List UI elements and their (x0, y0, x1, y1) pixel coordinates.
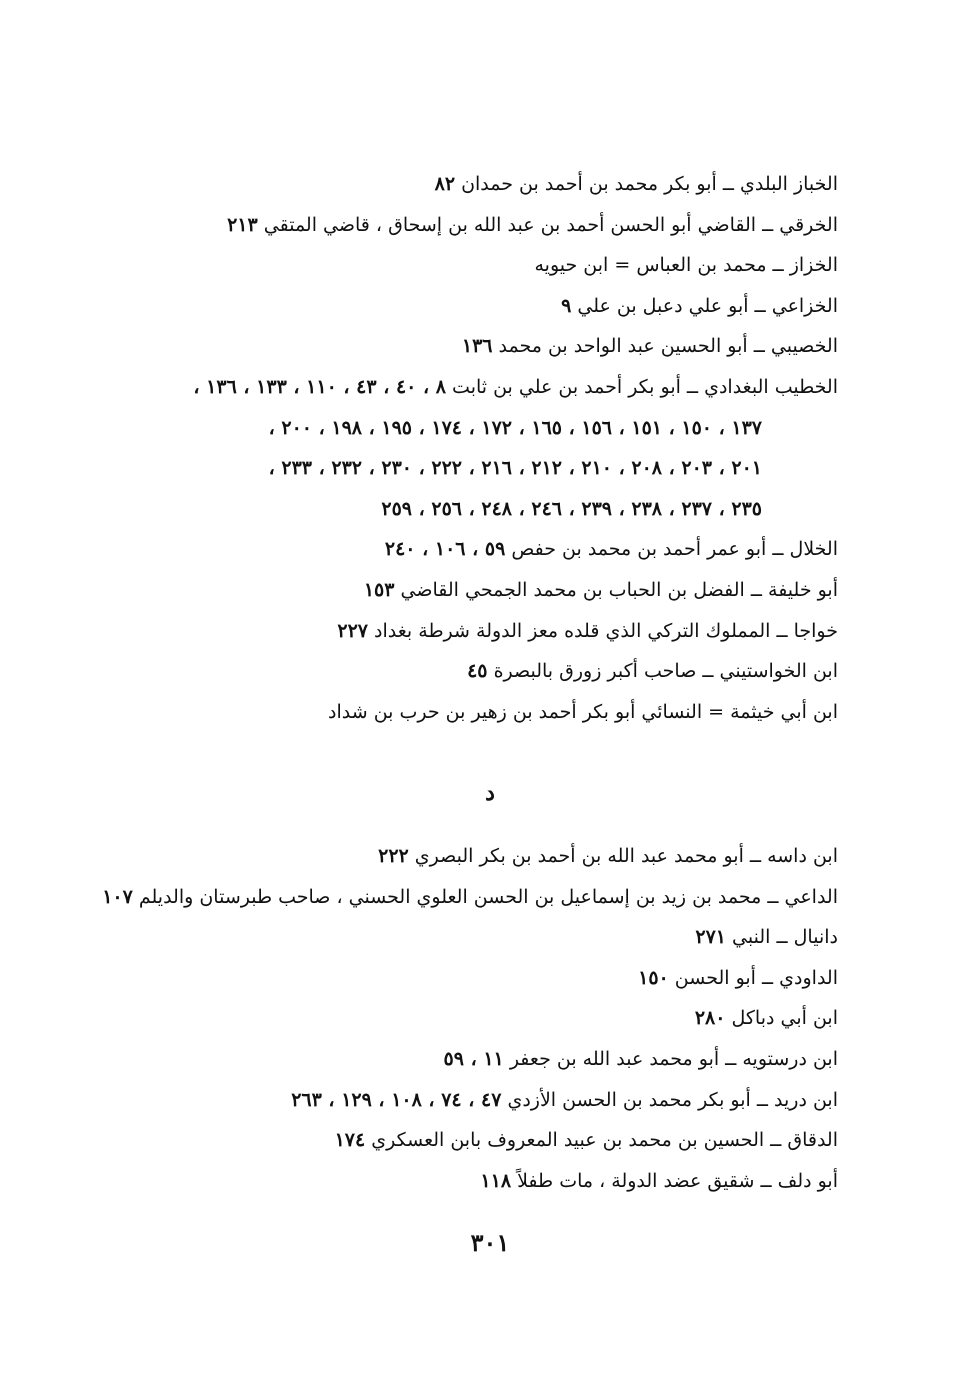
entry-text: ابن دريد ــ أبو بكر محمد بن الحسن الأزدي (507, 1088, 838, 1111)
index-entry (102, 877, 838, 918)
index-entry (158, 1161, 838, 1202)
entry-text: الخلال ــ أبو عمر أحمد بن محمد بن حفص (511, 538, 838, 561)
index-entry (158, 958, 838, 999)
entry-pages: ١١٨ (480, 1169, 512, 1192)
index-entry (158, 651, 838, 692)
index-entry (158, 611, 838, 652)
entry-pages: ١١ ، ٥٩ (443, 1047, 504, 1070)
entry-pages: ١٧٤ (334, 1129, 366, 1152)
index-section-kha (158, 164, 838, 732)
index-section-dal (102, 836, 838, 1201)
entry-pages: ٥٩ ، ١٠٦ ، ٢٤٠ (384, 538, 506, 561)
entry-pages: ٤٧ ، ٧٤ ، ١٠٨ ، ١٢٩ ، ٢٦٣ (291, 1088, 502, 1111)
entry-pages: ١٣٧ ، ١٥٠ ، ١٥١ ، ١٥٦ ، ١٦٥ ، ١٧٢ ، ١٧٤ ، ١٩٥ ، ١٩٨ ، ٢٠٠ ، (268, 416, 762, 439)
entry-text: ابن أبي خيثمة = النسائي أبو بكر أحمد بن زهير بن حرب بن شداد (328, 700, 838, 723)
entry-pages: ٢٢٢ (378, 845, 409, 867)
entry-text: خواجا ــ المملوك التركي الذي قلده معز الدولة شرطة بغداد (374, 619, 838, 642)
entry-pages: ٤٥ (467, 660, 488, 683)
entry-text: الخصيبي ــ أبو الحسين عبد الواحد بن محمد (498, 335, 838, 358)
index-entry (158, 286, 838, 327)
index-entry (158, 917, 838, 958)
entry-text: ابن الخواستيني ــ صاحب أكبر زورق بالبصرة (493, 660, 838, 683)
entry-text: ابن داسه ــ أبو محمد عبد الله بن أحمد بن بكر البصري (414, 845, 838, 867)
entry-text: الخزاعي ــ أبو علي دعبل بن علي (577, 294, 838, 317)
entry-pages: ١٣٦ (461, 335, 493, 358)
entry-pages: ٢٧١ (695, 926, 726, 949)
index-entry (158, 692, 838, 733)
entry-pages: ٨٢ (434, 173, 456, 195)
section-letter-heading: د (485, 780, 495, 806)
entry-text: الدقاق ــ الحسين بن محمد بن عبيد المعروف بابن العسكري (371, 1129, 838, 1152)
entry-text: الخزاز ــ محمد بن العباس = ابن حيويه (534, 254, 838, 277)
entry-pages: ٢٣٥ ، ٢٣٧ ، ٢٣٨ ، ٢٣٩ ، ٢٤٦ ، ٢٤٨ ، ٢٥٦ ، ٢٥٩ (381, 497, 762, 520)
index-entry (158, 529, 838, 570)
entry-pages: ٢٨٠ (694, 1007, 726, 1030)
index-entry (158, 998, 838, 1039)
entry-pages: ١٠٧ (102, 885, 133, 908)
entry-pages: ٨ ، ٤٠ ، ٤٣ ، ١١٠ ، ١٣٣ ، ١٣٦ ، (193, 375, 446, 398)
index-entry (158, 1039, 838, 1080)
entry-text: الخباز البلدي ــ أبو بكر محمد بن أحمد بن حمدان (461, 173, 838, 195)
entry-text: ابن أبي دباكل (731, 1007, 838, 1030)
entry-text: الخطيب البغدادي ــ أبو بكر أحمد بن علي بن ثابت (452, 375, 838, 398)
index-entry-continuation (158, 448, 838, 489)
entry-pages: ٢١٣ (227, 213, 258, 236)
entry-pages: ٢٠١ ، ٢٠٣ ، ٢٠٨ ، ٢١٠ ، ٢١٢ ، ٢١٦ ، ٢٢٢ ، ٢٣٠ ، ٢٣٢ ، ٢٣٣ ، (268, 457, 762, 480)
entry-pages: ١٥٠ (638, 966, 669, 989)
index-entry (158, 205, 838, 246)
entry-text: الداعي ــ محمد بن زيد بن إسماعيل بن الحسن العلوي الحسني ، صاحب طبرستان والديلم (138, 885, 838, 908)
entry-pages: ١٥٣ (363, 578, 395, 601)
index-entry (158, 326, 838, 367)
index-entry-continuation (158, 489, 838, 530)
entry-text: ابن درستويه ــ أبو محمد عبد الله بن جعفر (509, 1047, 838, 1070)
entry-text: أبو دلف ــ شقيق عضد الدولة ، مات طفلاً (517, 1169, 838, 1192)
index-entry (158, 245, 838, 286)
index-entry (158, 1080, 838, 1121)
index-entry (158, 164, 838, 205)
index-entry-continuation (158, 408, 838, 449)
entry-text: أبو خليفة ــ الفضل بن الحباب بن محمد الجمحي القاضي (400, 578, 838, 601)
entry-pages: ٩ (561, 294, 572, 317)
entry-pages: ٢٢٧ (337, 619, 368, 642)
entry-text: الداودي ــ أبو الحسن (674, 966, 838, 989)
index-entry (158, 836, 838, 877)
entry-text: دانيال ــ النبي (732, 926, 838, 949)
index-entry (158, 1120, 838, 1161)
index-entry (158, 367, 838, 408)
entry-text: الخرقي ــ القاضي أبو الحسن أحمد بن عبد الله بن إسحاق ، قاضي المتقي (263, 213, 838, 236)
index-entry (158, 570, 838, 611)
page-number: ٣٠١ (470, 1228, 510, 1257)
